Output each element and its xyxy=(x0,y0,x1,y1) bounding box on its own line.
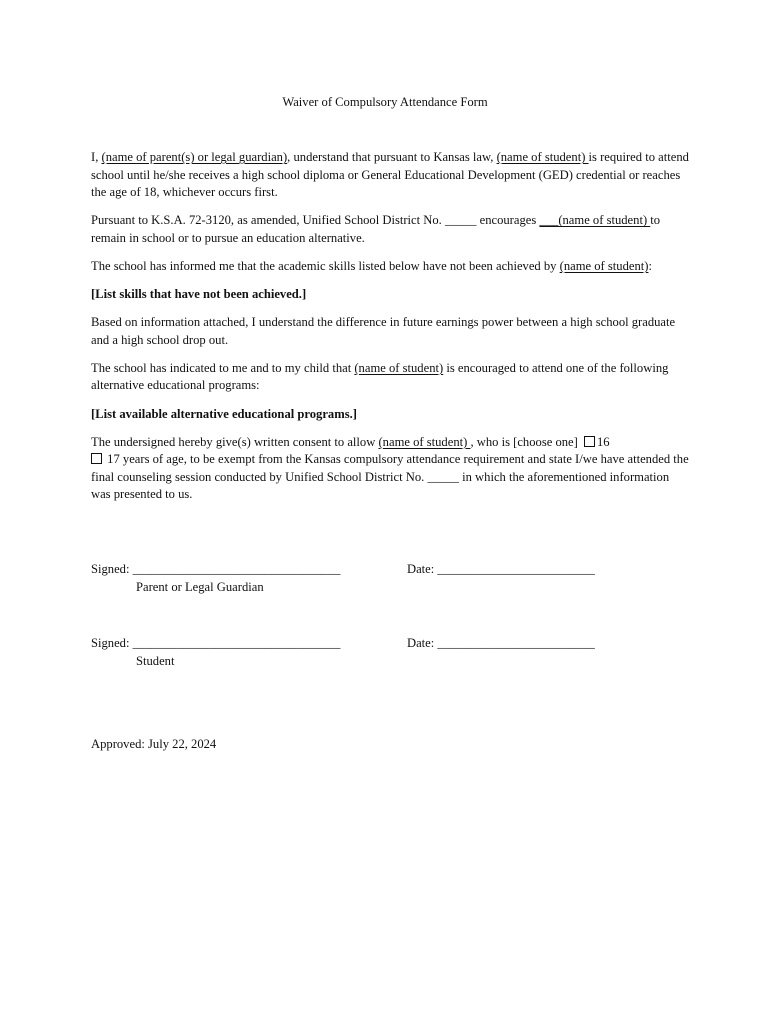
parent-name-field[interactable]: (name of parent(s) or legal guardian) xyxy=(101,150,288,164)
paragraph-earnings: Based on information attached, I understand the difference in future earnings power between a high school graduate and a high school drop out. xyxy=(91,315,676,347)
paragraph-text: The school has informed me that the academic skills listed below have not been achieved by xyxy=(91,258,560,273)
student-name-field[interactable]: ___(name of student) xyxy=(539,213,651,228)
age-17-checkbox[interactable] xyxy=(91,453,102,464)
paragraph-text: to remain in school or to pursue an education alternative. xyxy=(91,213,661,245)
guardian-signature-block xyxy=(91,561,651,597)
paragraph-text: : xyxy=(648,258,652,273)
paragraph-district xyxy=(91,212,691,247)
guardian-signature-label: Parent or Legal Guardian xyxy=(136,579,264,594)
paragraph-text: The undersigned hereby give(s) written consent to allow xyxy=(91,434,379,449)
paragraph-skills-intro xyxy=(91,258,691,276)
age-16-checkbox[interactable] xyxy=(584,436,595,447)
programs-list-placeholder: [List available alternative educational programs.] xyxy=(91,406,357,421)
student-name-field[interactable]: (name of student) xyxy=(354,360,444,375)
paragraph-text: I, xyxy=(91,150,102,164)
skills-list-placeholder: [List skills that have not been achieved.] xyxy=(91,287,307,302)
paragraph-text: , understand that pursuant to Kansas law, xyxy=(287,150,497,164)
paragraph-text: Pursuant to K.S.A. 72-3120, as amended, Unified School District No. _____ encourages xyxy=(91,213,540,228)
student-name-field[interactable]: (name of student) xyxy=(378,434,471,449)
guardian-date-line[interactable]: Date: _________________________ xyxy=(407,562,595,576)
student-signature-line[interactable]: Signed: _________________________________ xyxy=(91,636,341,650)
paragraph-text: , who is [choose one] xyxy=(470,434,581,449)
paragraph-consent xyxy=(91,434,691,504)
paragraph-acknowledgement xyxy=(91,149,691,202)
paragraph-text: , to be exempt from the Kansas compulsory attendance requirement and state I/we have attended the final counseling session conducted by Unified School District No. _____ in which the aforementioned information was presented to us. xyxy=(91,452,689,502)
paragraph-text: The school has indicated to me and to my child that xyxy=(91,360,355,375)
paragraph-alternatives-intro xyxy=(91,360,691,395)
paragraph-text: is encouraged to attend one of the following alternative educational programs: xyxy=(91,360,669,393)
student-signature-block xyxy=(91,635,651,671)
approval-date: Approved: July 22, 2024 xyxy=(91,737,217,751)
paragraph-text: is required to attend school until he/she receives a high school diploma or General Educational Development (GED) credential or reaches the age of 18, whichever occurs first. xyxy=(91,150,689,200)
student-name-field[interactable]: (name of student) xyxy=(559,258,649,273)
age-16-label: 16 xyxy=(597,434,610,449)
age-17-label: 17 years of age xyxy=(107,452,184,467)
student-name-field[interactable]: (name of student) xyxy=(496,150,589,164)
student-date-line[interactable]: Date: _________________________ xyxy=(407,636,595,650)
guardian-signature-line[interactable]: Signed: _________________________________ xyxy=(91,562,341,576)
form-body xyxy=(91,149,691,515)
student-signature-label: Student xyxy=(136,653,175,668)
form-title: Waiver of Compulsory Attendance Form xyxy=(282,95,488,109)
